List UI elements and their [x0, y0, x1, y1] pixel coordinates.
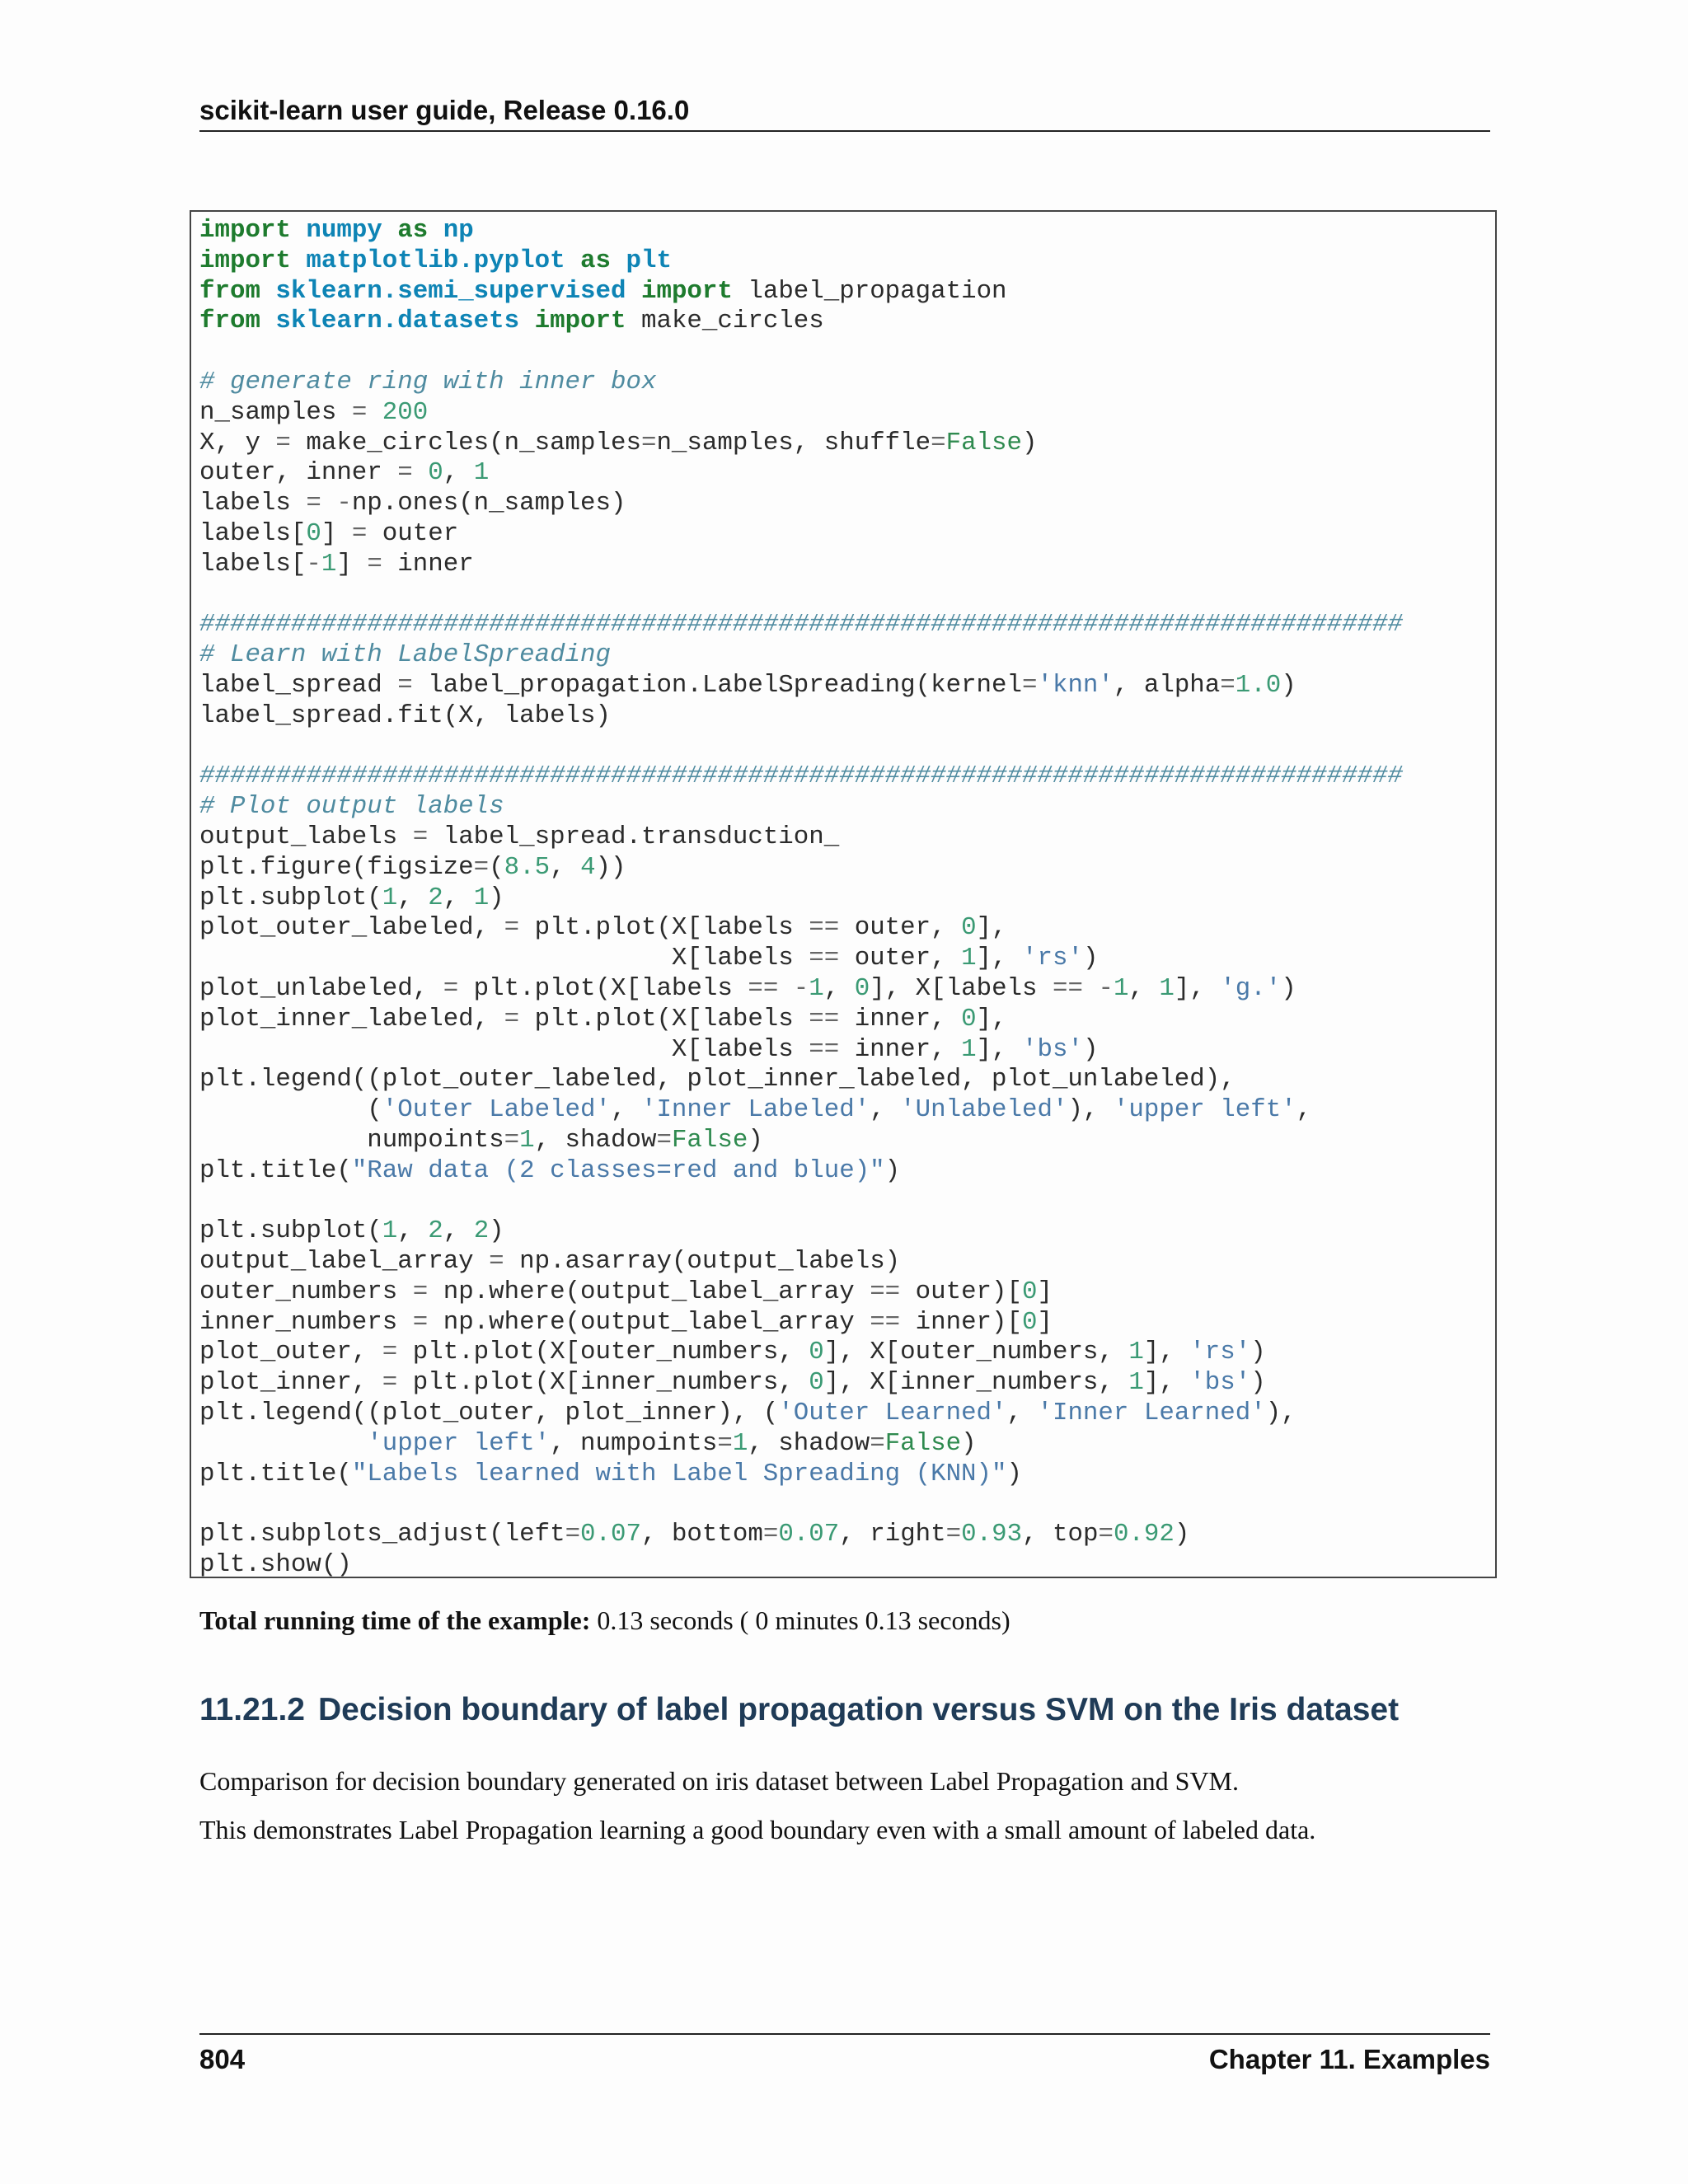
code-line: [199, 913, 1403, 944]
code-token: 200: [382, 397, 429, 427]
code-token: =: [565, 1520, 581, 1549]
running-header: scikit-learn user guide, Release 0.16.0: [199, 95, 690, 125]
code-token: 0: [961, 1004, 977, 1033]
section-number: 11.21.2: [199, 1692, 305, 1727]
code-token: (: [489, 852, 504, 882]
code-token: plt.subplots_adjust(left: [199, 1520, 565, 1549]
code-token: =: [443, 973, 459, 1003]
code-token: 1: [473, 883, 490, 912]
code-token: labels[: [199, 518, 307, 548]
code-token: plt.title(: [199, 1155, 352, 1185]
code-line: [199, 1368, 1403, 1399]
code-token: =: [717, 1428, 733, 1458]
code-token: =: [275, 428, 291, 457]
code-token: 'rs': [1022, 944, 1083, 973]
code-token: inner,: [839, 1034, 962, 1064]
code-line: [199, 762, 1403, 792]
code-token: label_spread.fit(X, labels): [199, 701, 611, 730]
page-number: 804: [199, 2044, 246, 2074]
code-token: 'Outer Learned': [778, 1399, 1007, 1428]
code-token: ]: [1037, 1307, 1053, 1337]
code-token: ==: [1053, 973, 1083, 1003]
code-token: ): [961, 1428, 977, 1458]
code-token: 1: [961, 1034, 977, 1064]
code-token: numpy: [306, 216, 382, 245]
code-token: [1083, 974, 1098, 1003]
code-token: =: [397, 670, 413, 700]
code-token: 2: [473, 1216, 490, 1246]
code-token: output_labels: [199, 822, 413, 851]
code-token: 0.93: [961, 1520, 1023, 1549]
code-token: sklearn.semi_supervised: [275, 276, 626, 306]
code-token: plt.plot(X[labels: [519, 913, 809, 943]
code-token: ,: [443, 458, 474, 488]
code-token: X[labels: [199, 944, 809, 973]
code-token: ,: [443, 883, 474, 912]
code-token: inner_numbers: [199, 1307, 413, 1337]
code-token: ]: [1037, 1277, 1053, 1306]
code-token: -: [793, 973, 809, 1003]
code-token: output_label_array: [199, 1247, 490, 1277]
code-line: [199, 277, 1403, 307]
code-token: matplotlib.pyplot: [306, 246, 565, 275]
code-token: make_circles: [626, 307, 824, 336]
code-line: [199, 1308, 1403, 1338]
code-token: ==: [870, 1307, 901, 1337]
code-token: as: [397, 216, 429, 245]
running-time-label: Total running time of the example:: [199, 1605, 591, 1635]
code-line: [199, 1429, 1403, 1460]
chapter-label: Chapter 11. Examples: [1208, 2044, 1490, 2074]
code-line: [199, 1065, 1403, 1095]
code-token: =: [504, 1125, 520, 1155]
code-token: ###############################################################################: [199, 610, 1404, 640]
code-line: [199, 246, 1403, 277]
code-token: label_spread.transduction_: [428, 822, 840, 851]
code-token: outer_numbers: [199, 1277, 413, 1306]
code-token: ==: [809, 1034, 840, 1064]
code-token: ): [1082, 1034, 1099, 1064]
code-token: ,: [443, 1216, 474, 1246]
code-token: label_propagation: [732, 276, 1007, 306]
code-token: make_circles(n_samples: [290, 428, 641, 457]
code-token: -: [306, 549, 321, 579]
code-line: [199, 1005, 1403, 1035]
code-token: =: [870, 1428, 885, 1458]
code-token: 0: [306, 518, 321, 548]
code-token: 1: [809, 973, 824, 1003]
code-token: ,: [870, 1095, 901, 1125]
code-token: 0: [1022, 1277, 1038, 1306]
code-token: =: [473, 852, 490, 882]
code-line: [199, 732, 1403, 762]
code-line: [199, 1035, 1403, 1066]
code-token: import: [199, 216, 291, 245]
code-line: [199, 429, 1403, 459]
section-paragraph-1: Comparison for decision boundary generated on iris dataset between Label Propagation and SVM.: [199, 1766, 1239, 1796]
code-token: =: [762, 1520, 779, 1549]
code-line: [199, 853, 1403, 883]
code-token: ],: [976, 944, 1023, 973]
code-token: ==: [748, 973, 779, 1003]
code-token: as: [580, 246, 612, 275]
code-token: [565, 246, 580, 275]
code-token: ],: [1174, 973, 1221, 1003]
code-token: plot_inner,: [199, 1368, 382, 1398]
code-token: from: [199, 276, 260, 306]
code-token: ],: [1143, 1368, 1190, 1398]
code-token: inner,: [839, 1004, 962, 1033]
code-token: ==: [809, 944, 840, 973]
code-token: [260, 307, 275, 335]
code-token: 1: [1128, 1368, 1144, 1398]
code-token: 'Unlabeled': [900, 1095, 1068, 1125]
code-token: =: [1022, 670, 1038, 700]
code-token: import: [199, 246, 291, 275]
section-paragraph-2: This demonstrates Label Propagation learning a good boundary even with a small amount of labeled data.: [199, 1815, 1316, 1844]
code-token: import: [534, 307, 626, 336]
code-token: ###############################################################################: [199, 762, 1404, 791]
code-token: 0: [961, 913, 977, 943]
code-token: [291, 246, 306, 275]
code-token: import: [640, 276, 733, 306]
code-token: , shadow: [534, 1125, 657, 1155]
code-line: [199, 216, 1403, 246]
code-token: =: [306, 489, 321, 518]
code-token: 0: [1022, 1307, 1038, 1337]
code-token: False: [945, 428, 1023, 457]
code-line: [199, 1460, 1403, 1490]
code-line: [199, 610, 1403, 640]
code-token: ): [1082, 944, 1099, 973]
code-token: , top: [1022, 1520, 1099, 1549]
section-heading: [199, 1690, 1399, 1730]
code-token: 1: [1113, 973, 1129, 1003]
code-token: 'Outer Labeled': [382, 1095, 611, 1125]
code-token: np: [443, 216, 474, 245]
code-line: [199, 580, 1403, 611]
code-line: [199, 337, 1403, 368]
code-line: [199, 398, 1403, 429]
code-token: outer,: [839, 944, 962, 973]
code-token: =: [504, 913, 520, 943]
code-token: # Plot output labels: [199, 792, 504, 822]
code-token: 'bs': [1022, 1034, 1083, 1064]
code-token: ]: [336, 549, 368, 579]
code-line: [199, 1126, 1403, 1156]
code-token: ): [489, 883, 504, 912]
header-divider: [199, 130, 1490, 132]
code-token: ,: [611, 1095, 641, 1125]
code-token: ): [1281, 670, 1296, 700]
code-line: [199, 640, 1403, 671]
code-token: 1: [1159, 973, 1175, 1003]
code-token: X, y: [199, 428, 276, 457]
code-token: 2: [428, 1216, 443, 1246]
code-token: 1: [382, 883, 398, 912]
code-token: ): [1250, 1368, 1266, 1398]
code-token: =: [397, 458, 413, 488]
code-token: plt.title(: [199, 1459, 352, 1488]
code-token: n_samples: [199, 397, 352, 427]
code-token: 0: [809, 1368, 824, 1398]
code-token: labels: [199, 489, 307, 518]
running-time-note: [199, 1604, 1010, 1637]
code-token: ,: [550, 852, 581, 882]
code-token: plt.subplot(: [199, 1216, 382, 1246]
code-token: =: [351, 397, 368, 427]
code-listing: [199, 216, 1403, 1581]
code-token: 'bs': [1189, 1368, 1251, 1398]
code-token: =: [931, 428, 946, 457]
code-token: ], X[inner_numbers,: [823, 1368, 1129, 1398]
code-token: 1: [382, 1216, 398, 1246]
code-line: [199, 792, 1403, 823]
code-token: plt.show(): [199, 1550, 352, 1580]
code-token: X[labels: [199, 1034, 809, 1064]
code-token: ): [1281, 973, 1296, 1003]
code-token: outer)[: [900, 1277, 1023, 1306]
code-token: [199, 1429, 367, 1458]
code-token: ,: [1296, 1095, 1312, 1125]
code-token: plot_outer_labeled,: [199, 913, 504, 943]
code-token: plt.legend((plot_outer, plot_inner), (: [199, 1399, 779, 1428]
code-line: [199, 883, 1403, 914]
code-token: =: [1098, 1520, 1114, 1549]
code-token: =: [351, 518, 368, 548]
code-token: =: [412, 1277, 429, 1306]
code-token: ]: [321, 518, 352, 548]
code-token: , bottom: [640, 1520, 763, 1549]
code-token: 'Inner Labeled': [640, 1095, 870, 1125]
code-line: [199, 307, 1403, 337]
code-token: plot_unlabeled,: [199, 973, 443, 1003]
code-token: ,: [823, 973, 855, 1003]
code-token: ): [1022, 428, 1038, 457]
code-line: [199, 701, 1403, 732]
code-token: 1: [732, 1428, 748, 1458]
code-token: 'knn': [1037, 670, 1114, 700]
code-token: # Learn with LabelSpreading: [199, 640, 611, 670]
code-token: ],: [976, 913, 1007, 943]
code-line: [199, 489, 1403, 519]
code-token: (: [199, 1095, 382, 1125]
code-token: False: [884, 1428, 962, 1458]
code-token: 1: [473, 458, 490, 488]
code-line: [199, 368, 1403, 398]
code-token: =: [656, 1125, 672, 1155]
code-token: [428, 216, 443, 245]
code-token: 1: [519, 1125, 535, 1155]
code-token: 0.07: [778, 1520, 840, 1549]
code-token: plt.figure(figsize: [199, 852, 474, 882]
code-token: plt.plot(X[labels: [458, 973, 748, 1003]
code-token: ], X[labels: [870, 973, 1053, 1003]
code-line: [199, 1520, 1403, 1550]
code-token: plot_outer,: [199, 1338, 382, 1367]
code-token: ,: [1006, 1399, 1038, 1428]
code-line: [199, 944, 1403, 974]
code-token: "Raw data (2 classes=red and blue)": [351, 1155, 885, 1185]
code-token: from: [199, 307, 260, 336]
code-token: 0.92: [1113, 1520, 1175, 1549]
code-line: [199, 1489, 1403, 1520]
code-token: , right: [839, 1520, 946, 1549]
code-token: [626, 277, 641, 306]
code-token: =: [489, 1247, 504, 1277]
code-token: label_spread: [199, 670, 398, 700]
code-token: numpoints: [199, 1125, 504, 1155]
code-token: ==: [809, 1004, 840, 1033]
code-token: label_propagation.LabelSpreading(kernel: [412, 670, 1022, 700]
code-token: ],: [976, 1034, 1023, 1064]
section-title: Decision boundary of label propagation versus SVM on the Iris dataset: [317, 1692, 1400, 1727]
code-token: 4: [580, 852, 596, 882]
code-token: 'rs': [1189, 1338, 1251, 1367]
code-token: plt.plot(X[labels: [519, 1004, 809, 1033]
code-line: [199, 974, 1403, 1005]
code-token: ),: [1265, 1399, 1296, 1428]
code-line: [199, 1156, 1403, 1187]
code-line: [199, 1095, 1403, 1126]
code-token: =: [412, 1307, 429, 1337]
code-token: plt: [626, 246, 672, 275]
code-token: # generate ring with inner box: [199, 367, 657, 396]
code-token: plt.legend((plot_outer_labeled, plot_inner_labeled, plot_unlabeled),: [199, 1065, 1236, 1094]
code-token: [260, 277, 275, 306]
code-token: 0.07: [580, 1520, 641, 1549]
code-token: , numpoints: [550, 1428, 718, 1458]
code-token: 1: [321, 549, 337, 579]
code-token: inner)[: [900, 1307, 1023, 1337]
code-token: , shadow: [748, 1428, 870, 1458]
code-line: [199, 1187, 1403, 1217]
code-token: ,: [397, 883, 429, 912]
code-token: 1: [1128, 1338, 1144, 1367]
code-token: inner: [382, 549, 474, 579]
code-token: outer: [367, 518, 459, 548]
code-token: [367, 398, 382, 427]
code-token: =: [412, 822, 429, 851]
code-token: "Labels learned with Label Spreading (KNN)": [351, 1459, 1007, 1488]
code-token: 'Inner Learned': [1037, 1399, 1266, 1428]
code-token: plt.subplot(: [199, 883, 382, 912]
code-token: ): [884, 1155, 901, 1185]
code-token: plt.plot(X[inner_numbers,: [397, 1368, 809, 1398]
code-token: labels[: [199, 549, 307, 579]
code-token: [778, 974, 793, 1003]
code-line: [199, 823, 1403, 853]
code-token: 'g.': [1220, 973, 1282, 1003]
code-token: outer, inner: [199, 458, 398, 488]
code-token: ): [1174, 1520, 1190, 1549]
code-token: [611, 246, 626, 275]
code-token: -: [1098, 973, 1114, 1003]
code-token: -: [336, 489, 352, 518]
code-token: ),: [1067, 1095, 1114, 1125]
code-token: ,: [397, 1216, 429, 1246]
code-token: ==: [809, 913, 840, 943]
code-token: ): [489, 1216, 504, 1246]
code-token: 'upper left': [1113, 1095, 1296, 1125]
code-token: [291, 216, 306, 245]
code-token: [413, 458, 428, 487]
code-line: [199, 1338, 1403, 1368]
code-token: np.asarray(output_labels): [504, 1247, 901, 1277]
code-line: [199, 671, 1403, 701]
code-token: 2: [428, 883, 443, 912]
code-token: np.where(output_label_array: [428, 1307, 870, 1337]
code-token: ], X[outer_numbers,: [823, 1338, 1129, 1367]
code-token: ): [1006, 1459, 1022, 1488]
code-token: ): [748, 1125, 763, 1155]
code-token: np.ones(n_samples): [351, 489, 626, 518]
code-token: =: [945, 1520, 962, 1549]
code-token: [382, 216, 397, 245]
code-line: [199, 1399, 1403, 1429]
code-token: 8.5: [504, 852, 551, 882]
code-token: [321, 489, 336, 518]
code-line: [199, 550, 1403, 580]
code-token: =: [504, 1004, 520, 1033]
code-token: n_samples, shuffle: [656, 428, 931, 457]
code-token: ): [1250, 1338, 1266, 1367]
code-token: 1.0: [1235, 670, 1282, 700]
running-time-value: 0.13 seconds ( 0 minutes 0.13 seconds): [590, 1605, 1010, 1635]
code-token: 1: [961, 944, 977, 973]
code-token: ,: [1128, 973, 1160, 1003]
code-token: 0: [428, 458, 443, 488]
code-token: ==: [870, 1277, 901, 1306]
code-token: sklearn.datasets: [275, 307, 520, 336]
code-token: =: [1220, 670, 1236, 700]
footer-divider: [199, 2033, 1490, 2035]
code-line: [199, 519, 1403, 550]
code-token: False: [671, 1125, 748, 1155]
code-token: , alpha: [1113, 670, 1221, 700]
code-token: 'upper left': [367, 1428, 551, 1458]
code-block: [190, 210, 1497, 1578]
code-token: )): [595, 852, 626, 882]
code-token: 0: [809, 1338, 824, 1367]
code-token: [519, 307, 534, 335]
code-line: [199, 1277, 1403, 1308]
code-token: 0: [854, 973, 870, 1003]
code-line: [199, 1550, 1403, 1581]
code-line: [199, 458, 1403, 489]
code-token: =: [382, 1368, 398, 1398]
code-token: np.where(output_label_array: [428, 1277, 870, 1306]
code-line: [199, 1216, 1403, 1247]
code-token: ],: [1143, 1338, 1190, 1367]
code-token: outer,: [839, 913, 962, 943]
code-token: =: [640, 428, 657, 457]
code-token: plot_inner_labeled,: [199, 1004, 504, 1033]
code-token: =: [382, 1338, 398, 1367]
code-token: ],: [976, 1004, 1007, 1033]
code-line: [199, 1247, 1403, 1277]
code-token: plt.plot(X[outer_numbers,: [397, 1338, 809, 1367]
code-token: =: [367, 549, 382, 579]
